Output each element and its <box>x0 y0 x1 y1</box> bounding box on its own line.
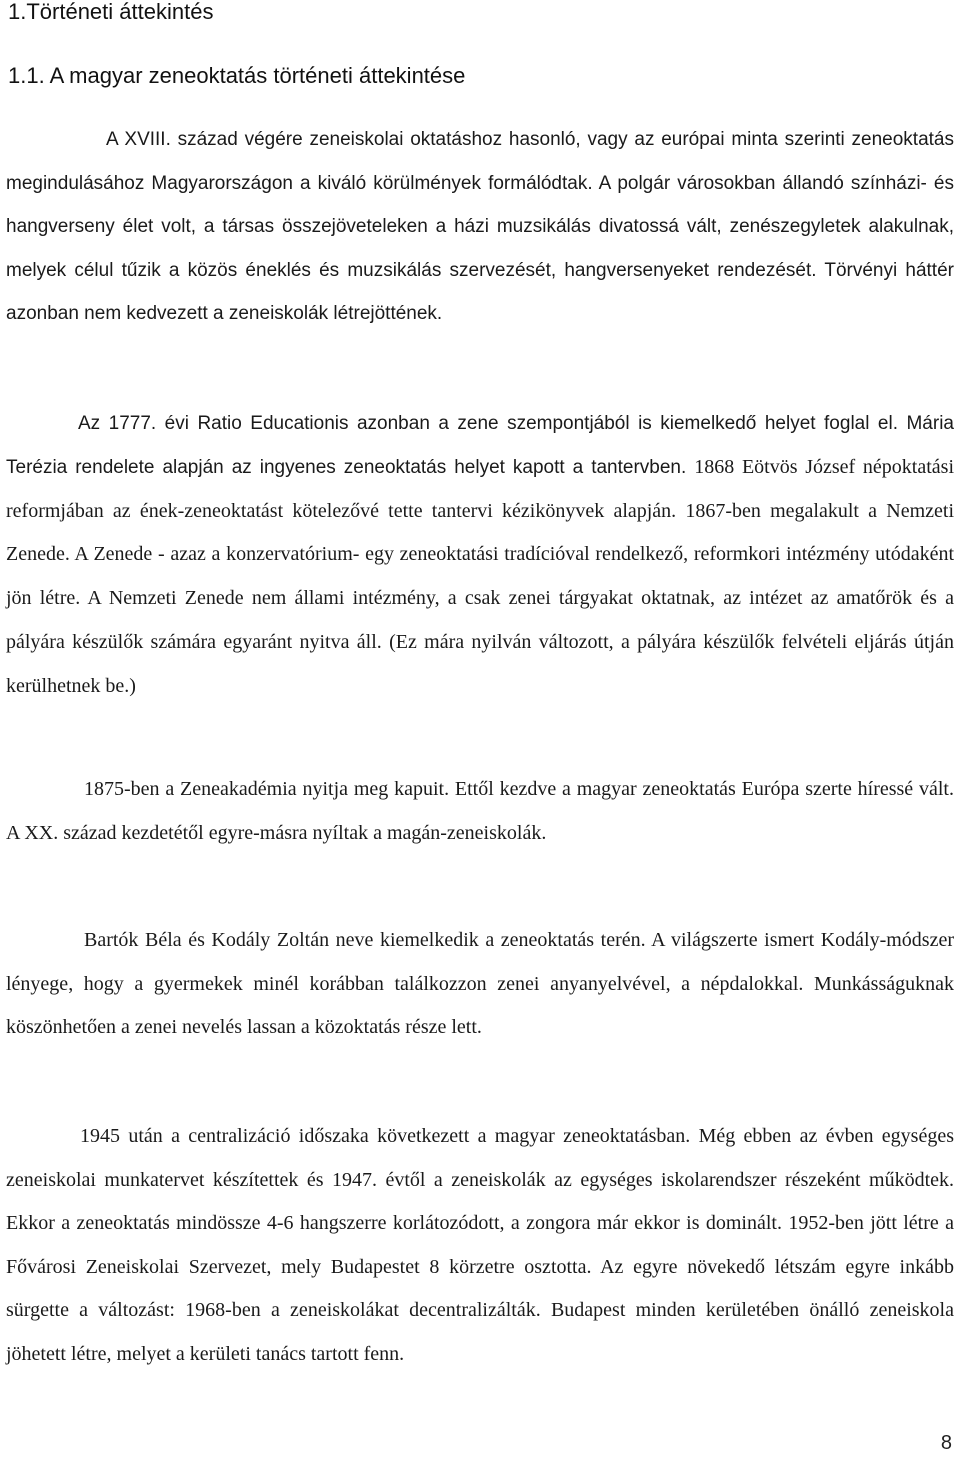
paragraph-5: 1945 után a centralizáció időszaka következett a magyar zeneoktatásban. Még ebben az évben egységes zeneiskolai munkatervet készítettek és 1947. évtől a zeneiskolák az egységes iskolarendszer részeként működtek. Ekkor a zeneoktatás mindössze 4-6 hangszerre korlátozódott, a zongora már ekkor is dominált. 1952-ben jött létre a Fővárosi Zeneiskolai Szervezet, mely Budapestet 8 körzetre osztotta. Az egyre növekedő létszám egyre inkább sürgette a változást: 1968-ben a zeneiskolákat decentralizálták. Budapest minden kerületében önálló zeneiskola jöhetett létre, melyet a kerületi tanács tartott fenn. <box>6 1125 954 1365</box>
paragraph-1-sentence-group-b: A polgár városokban állandó színházi- és hangverseny élet volt, a társas összejöveteleken a házi muzsikálás divatossá vált, zenészegyletek alakulnak, melyek célul tűzik a közös éneklés és muzsikálás szervezését, hangversenyeket rendezését. <box>6 172 955 281</box>
paragraph-1-sentence-group-c: Törvényi háttér azonban nem kedvezett a zeneiskolák létrejöttének. <box>6 259 954 325</box>
paragraph-4: Bartók Béla és Kodály Zoltán neve kiemelkedik a zeneoktatás terén. A világszerte ismert Kodály-módszer lényege, hogy a gyermekek minél korábban találkozzon zenei anyanyelvével, a népdalokkal. Munkásságuknak köszönhetően a zenei nevelés lassan a közoktatás része lett. <box>6 929 954 1039</box>
paragraph-3: 1875-ben a Zeneakadémia nyitja meg kapuit. Ettől kezdve a magyar zeneoktatás Európa szerte híressé vált. A XX. század kezdetétől egyre-másra nyíltak a magán-zeneiskolák. <box>6 778 954 844</box>
paragraph-2 <box>6 402 954 709</box>
paragraph-2-sentence-group-a: Az 1777. évi Ratio Educationis azonban a zene szempontjából is kiemelkedő helyet foglal el. Mária Terézia rendelete alapján az ingyenes zeneoktatás helyet kapott a tantervben. <box>6 413 954 478</box>
page-number: 8 <box>940 1432 952 1454</box>
chapter-heading: 1.Történeti áttekintés <box>8 0 214 24</box>
paragraph-1 <box>6 118 954 336</box>
paragraph-2-sentence-group-b: 1868 Eötvös József népoktatási reformjában az ének-zeneoktatást kötelezővé tette tantervi kézikönyvek alapján. 1867-ben megalakult a Nemzeti Zenede. A Zenede - azaz a konzervatórium- egy zeneoktatási tradícióval rendelkező, reformkori intézmény utódaként jön létre. A Nemzeti Zenede nem állami intézmény, a csak zenei tárgyakat oktatnak, az intézet az amatőrök és a pályára készülők számára egyaránt nyitva áll. (Ez mára nyilván változott, a pályára készülők felvételi eljárás útján kerülhetnek be.) <box>6 455 954 697</box>
section-heading: 1.1. A magyar zeneoktatás történeti áttekintése <box>8 63 466 88</box>
paragraph-1-sentence-group-a: A XVIII. század végére zeneiskolai oktatáshoz hasonló, vagy az európai minta szerinti zeneoktatás megindulásához Magyarországon a kiváló körülmények formálódtak. <box>6 129 954 194</box>
